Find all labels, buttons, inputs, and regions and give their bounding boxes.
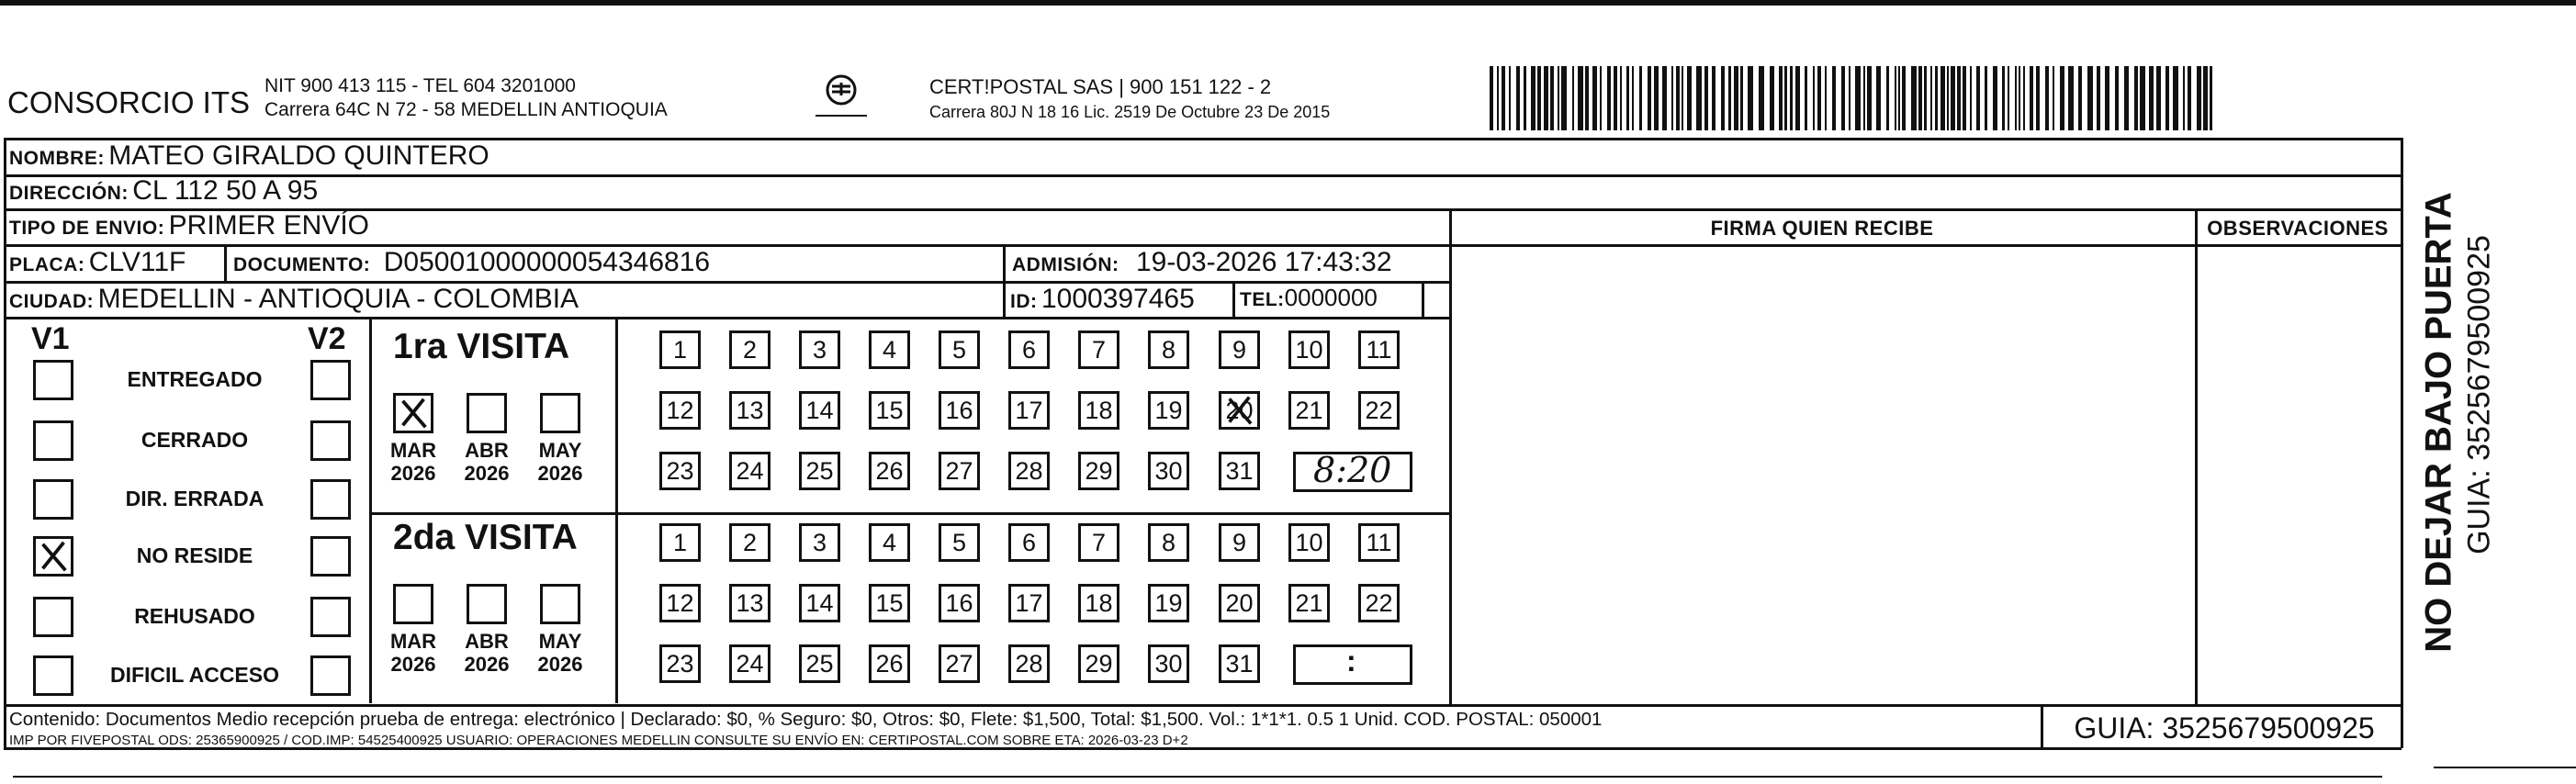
first-visit-day[interactable]: 22 <box>1358 391 1400 430</box>
barcode-bar <box>1632 66 1634 130</box>
barcode-bar <box>2078 66 2082 130</box>
barcode-bar <box>1779 66 1783 130</box>
guia-number: GUIA: 3525679500925 <box>2074 711 2375 745</box>
firma-label: FIRMA QUIEN RECIBE <box>1710 217 1934 240</box>
first-visit-day[interactable]: 9 <box>1219 330 1260 369</box>
first-visit-day[interactable]: 8 <box>1148 330 1189 369</box>
barcode-bar <box>1759 66 1764 130</box>
first-visit-day[interactable]: 4 <box>869 330 910 369</box>
second-visit-day[interactable]: 5 <box>939 523 980 562</box>
address-line: Carrera 64C N 72 - 58 MEDELLIN ANTIOQUIA <box>264 99 668 120</box>
barcode-bar <box>1740 66 1743 130</box>
v1-label: V1 <box>31 321 70 356</box>
barcode-bar <box>1849 66 1850 130</box>
second-visit-day[interactable]: 12 <box>659 584 701 622</box>
v2-checkbox[interactable] <box>310 360 351 400</box>
barcode-bar <box>1963 66 1966 130</box>
second-visit-day[interactable]: 29 <box>1078 644 1119 683</box>
nombre-value: MATEO GIRALDO QUINTERO <box>108 140 489 171</box>
barcode-bar <box>2149 66 2154 130</box>
first-visit-day[interactable]: 11 <box>1358 330 1400 369</box>
second-visit-day[interactable]: 4 <box>869 523 910 562</box>
second-visit-day[interactable]: 20 <box>1219 584 1260 622</box>
barcode-bar <box>1648 66 1651 130</box>
second-visit-day[interactable]: 28 <box>1008 644 1050 683</box>
barcode-bar <box>2023 66 2025 130</box>
barcode-bar <box>1721 66 1725 130</box>
barcode-bar <box>1867 66 1872 130</box>
barcode-bar <box>1550 66 1554 130</box>
certipostal-logo <box>808 70 874 127</box>
first-visit-day[interactable]: 20 <box>1219 391 1260 430</box>
second-visit-day[interactable]: 7 <box>1078 523 1119 562</box>
barcode-bar <box>1825 66 1827 130</box>
month-year: 2026 <box>537 653 583 676</box>
month-year: 2026 <box>464 462 510 485</box>
second-visit-day[interactable]: 26 <box>869 644 910 683</box>
first-visit-day[interactable]: 12 <box>659 391 701 430</box>
status-label: REHUSADO <box>134 604 255 628</box>
first-visit-day[interactable]: 28 <box>1008 452 1050 490</box>
month-label: ABR <box>465 439 509 462</box>
tipo-envio-label: TIPO DE ENVIO: <box>9 218 165 239</box>
barcode-bar <box>2188 66 2191 130</box>
direccion-value: CL 112 50 A 95 <box>132 175 319 206</box>
status-label: CERRADO <box>141 428 249 452</box>
side-rule <box>2434 767 2576 768</box>
scan-edge <box>0 0 2576 6</box>
documento-label: DOCUMENTO: <box>233 254 371 275</box>
barcode-bar <box>1572 66 1574 130</box>
barcode-bar <box>1734 66 1738 130</box>
barcode-bar <box>1671 66 1673 130</box>
barcode-bar <box>1895 66 1896 130</box>
barcode-bar <box>2008 66 2009 130</box>
barcode-bar <box>1607 66 1611 130</box>
barcode-bar <box>1687 66 1692 130</box>
barcode-bar <box>1600 66 1602 130</box>
observaciones-label: OBSERVACIONES <box>2207 217 2389 240</box>
direccion-label: DIRECCIÓN: <box>9 183 129 204</box>
month-checkbox[interactable] <box>393 393 433 433</box>
barcode-bar <box>2015 66 2017 130</box>
barcode-bar <box>1855 66 1861 130</box>
second-visit-day[interactable]: 6 <box>1008 523 1050 562</box>
v1-checkbox[interactable] <box>33 420 73 461</box>
second-visit-day[interactable]: 9 <box>1219 523 1260 562</box>
second-visit-day[interactable]: 2 <box>729 523 771 562</box>
first-visit-day[interactable]: 29 <box>1078 452 1119 490</box>
barcode-bar <box>1676 66 1680 130</box>
barcode-bar <box>1490 66 1493 130</box>
barcode-bar <box>1497 66 1499 130</box>
second-visit-day[interactable]: 23 <box>659 644 701 683</box>
first-visit-day[interactable]: 17 <box>1008 391 1050 430</box>
second-visit-title: 2da VISITA <box>393 518 578 557</box>
barcode-bar <box>1817 66 1821 130</box>
second-visit-day[interactable]: 14 <box>799 584 840 622</box>
second-visit-day[interactable]: 16 <box>939 584 980 622</box>
barcode-bar <box>2173 66 2178 130</box>
barcode-bar <box>2165 66 2169 130</box>
month-check-mark <box>396 396 431 431</box>
v2-checkbox[interactable] <box>310 420 351 461</box>
barcode-bar <box>1558 66 1559 130</box>
v2-checkbox[interactable] <box>310 536 351 577</box>
month-year: 2026 <box>390 653 436 676</box>
barcode-bar <box>2053 66 2054 130</box>
barcode-bar <box>1951 66 1955 130</box>
first-visit-day[interactable]: 5 <box>939 330 980 369</box>
second-visit-day[interactable]: 22 <box>1358 584 1400 622</box>
documento-value: D05001000000054346816 <box>383 247 711 277</box>
first-visit-day[interactable]: 7 <box>1078 330 1119 369</box>
barcode-bar <box>1924 66 1927 130</box>
first-visit-day[interactable]: 24 <box>729 452 771 490</box>
barcode-bar <box>2105 66 2109 130</box>
barcode-bar <box>1790 66 1793 130</box>
second-visit-day[interactable]: 1 <box>659 523 701 562</box>
barcode-bar <box>1626 66 1629 130</box>
print-info-line: IMP POR FIVEPOSTAL ODS: 25365900925 / COD.IMP: 54525400925 USUARIO: OPERACIONES MEDELLIN CONSULTE SU ENVÍO EN: CERTIPOSTAL.COM SOBRE ETA: 2026-03-23 D+2 <box>9 733 1188 748</box>
second-visit-day[interactable]: 15 <box>869 584 910 622</box>
second-visit-day[interactable]: 31 <box>1219 644 1260 683</box>
month-label: MAY <box>538 439 582 462</box>
barcode-bar <box>1993 66 1997 130</box>
barcode-bar <box>2019 66 2020 130</box>
barcode-bar <box>1639 66 1642 130</box>
nit-line: NIT 900 413 115 - TEL 604 3201000 <box>264 75 576 96</box>
barcode-bar <box>2036 66 2040 130</box>
barcode-bar <box>1784 66 1787 130</box>
first-visit-day[interactable]: 14 <box>799 391 840 430</box>
barcode-bar <box>2068 66 2074 130</box>
barcode-bar <box>2210 66 2212 130</box>
side-guia: GUIA: 3525679500925 <box>2461 235 2497 554</box>
barcode-bar <box>2140 66 2145 130</box>
second-visit-day[interactable]: 27 <box>939 644 980 683</box>
barcode-bar <box>1770 66 1774 130</box>
barcode-bar <box>1748 66 1753 130</box>
first-visit-day[interactable]: 16 <box>939 391 980 430</box>
second-visit-day[interactable]: 3 <box>799 523 840 562</box>
tel-label: TEL: <box>1240 289 1285 310</box>
first-visit-day[interactable]: 13 <box>729 391 771 430</box>
carrier-line: CERT!POSTAL SAS | 900 151 122 - 2 <box>929 75 1272 98</box>
month-year: 2026 <box>390 462 436 485</box>
first-visit-day[interactable]: 3 <box>799 330 840 369</box>
v2-label: V2 <box>308 321 346 356</box>
barcode-bar <box>1728 66 1731 130</box>
second-visit-day[interactable]: 10 <box>1288 523 1330 562</box>
barcode-bar <box>1898 66 1900 130</box>
month-checkbox[interactable] <box>467 584 507 624</box>
barcode-bar <box>1911 66 1917 130</box>
barcode-bar <box>1704 66 1708 130</box>
v1-checkbox[interactable] <box>33 479 73 520</box>
ciudad-value: MEDELLIN - ANTIOQUIA - COLOMBIA <box>97 284 579 314</box>
barcode-bar <box>1585 66 1589 130</box>
barcode-bar <box>1654 66 1659 130</box>
month-label: MAR <box>389 439 437 462</box>
second-visit-day[interactable]: 19 <box>1148 584 1189 622</box>
barcode-bar <box>2203 66 2208 130</box>
first-visit-day[interactable]: 30 <box>1148 452 1189 490</box>
nombre-label: NOMBRE: <box>9 148 105 169</box>
second-visit-day[interactable]: 11 <box>1358 523 1400 562</box>
barcode-bar <box>1985 66 1987 130</box>
barcode-bar <box>1863 66 1865 130</box>
barcode-bar <box>1947 66 1949 130</box>
month-label: ABR <box>465 630 509 653</box>
no-dejar-bajo-puerta: NO DEJAR BAJO PUERTA <box>2418 192 2459 653</box>
admision-label: ADMISIÓN: <box>1012 254 1119 275</box>
barcode-bar <box>1682 66 1683 130</box>
barcode-bar <box>1509 66 1511 130</box>
barcode-bar <box>1516 66 1520 130</box>
barcode-bar <box>2087 66 2093 130</box>
barcode-bar <box>2197 66 2201 130</box>
barcode-bar <box>2115 66 2119 130</box>
first-visit-day[interactable]: 2 <box>729 330 771 369</box>
barcode-bar <box>2030 66 2033 130</box>
first-visit-day[interactable]: 26 <box>869 452 910 490</box>
barcode <box>1490 66 2215 130</box>
barcode-bar <box>2134 66 2138 130</box>
barcode-bar <box>1918 66 1922 130</box>
v2-checkbox[interactable] <box>310 655 351 696</box>
month-checkbox[interactable] <box>467 393 507 433</box>
barcode-bar <box>1537 66 1541 130</box>
barcode-bar <box>1957 66 1961 130</box>
day-cross-mark <box>1221 394 1257 427</box>
v2-checkbox[interactable] <box>310 479 351 520</box>
v1-checkbox[interactable] <box>33 597 73 637</box>
month-checkbox[interactable] <box>393 584 433 624</box>
id-value: 1000397465 <box>1041 284 1195 314</box>
status-label: ENTREGADO <box>127 367 263 391</box>
first-visit-day[interactable]: 27 <box>939 452 980 490</box>
barcode-bar <box>1970 66 1972 130</box>
first-visit-title: 1ra VISITA <box>393 327 570 366</box>
barcode-bar <box>2060 66 2064 130</box>
barcode-bar <box>1696 66 1702 130</box>
first-visit-day[interactable]: 31 <box>1219 452 1260 490</box>
tipo-envio-value: PRIMER ENVÍO <box>168 210 370 241</box>
first-visit-day[interactable]: 23 <box>659 452 701 490</box>
barcode-bar <box>1544 66 1548 130</box>
barcode-bar <box>1592 66 1597 130</box>
v1-check-mark <box>36 539 71 574</box>
barcode-bar <box>2002 66 2005 130</box>
carrier-address: Carrera 80J N 18 16 Lic. 2519 De Octubre 23 De 2015 <box>929 103 1331 121</box>
month-label: MAY <box>538 630 582 653</box>
barcode-bar <box>1524 66 1526 130</box>
placa-label: PLACA: <box>9 254 85 275</box>
barcode-bar <box>1940 66 1945 130</box>
status-label: NO RESIDE <box>136 543 253 567</box>
second-visit-day[interactable]: 24 <box>729 644 771 683</box>
barcode-bar <box>2097 66 2100 130</box>
v1-checkbox[interactable] <box>33 360 73 400</box>
barcode-bar <box>1502 66 1505 130</box>
month-label: MAR <box>389 630 437 653</box>
barcode-bar <box>1578 66 1583 130</box>
company-name: CONSORCIO ITS <box>7 85 251 119</box>
content-line: Contenido: Documentos Medio recepción prueba de entrega: electrónico | Declarado: $0, % Seguro: $0, Otros: $0, Flete: $1,500, Total: $1,500. Vol.: 1*1*1. 0.5 1 Unid. COD. POSTAL: 050001 <box>9 709 1603 730</box>
month-checkbox[interactable] <box>540 393 580 433</box>
v1-checkbox[interactable] <box>33 536 73 577</box>
first-visit-day[interactable]: 25 <box>799 452 840 490</box>
status-label: DIFICIL ACCESO <box>109 663 279 687</box>
ciudad-label: CIUDAD: <box>9 291 95 312</box>
barcode-bar <box>1930 66 1932 130</box>
barcode-bar <box>1805 66 1807 130</box>
barcode-bar <box>1795 66 1800 130</box>
first-visit-day[interactable]: 1 <box>659 330 701 369</box>
barcode-bar <box>2124 66 2129 130</box>
month-year: 2026 <box>537 462 583 485</box>
second-visit-time: : <box>1346 644 1356 678</box>
placa-value: CLV11F <box>88 247 186 277</box>
admision-value: 19-03-2026 17:43:32 <box>1135 247 1392 277</box>
first-visit-day[interactable]: 21 <box>1288 391 1330 430</box>
first-visit-day[interactable]: 10 <box>1288 330 1330 369</box>
v2-checkbox[interactable] <box>310 597 351 637</box>
barcode-bar <box>1614 66 1617 130</box>
barcode-bar <box>1561 66 1567 130</box>
barcode-bar <box>1712 66 1715 130</box>
second-visit-day[interactable]: 13 <box>729 584 771 622</box>
barcode-bar <box>1841 66 1845 130</box>
first-visit-day[interactable]: 18 <box>1078 391 1119 430</box>
first-visit-day[interactable]: 19 <box>1148 391 1189 430</box>
barcode-bar <box>2183 66 2185 130</box>
v1-checkbox[interactable] <box>33 655 73 696</box>
month-year: 2026 <box>464 653 510 676</box>
barcode-bar <box>1886 66 1889 130</box>
tel-value: 0000000 <box>1284 284 1378 311</box>
barcode-bar <box>1832 66 1836 130</box>
second-visit-day[interactable]: 30 <box>1148 644 1189 683</box>
id-label: ID: <box>1010 291 1038 312</box>
barcode-bar <box>1813 66 1815 130</box>
barcode-bar <box>1935 66 1938 130</box>
barcode-bar <box>1976 66 1980 130</box>
barcode-bar <box>1620 66 1622 130</box>
status-label: DIR. ERRADA <box>125 487 264 510</box>
second-visit-day[interactable]: 25 <box>799 644 840 683</box>
barcode-bar <box>1876 66 1881 130</box>
first-visit-day[interactable]: 15 <box>869 391 910 430</box>
second-visit-day[interactable]: 17 <box>1008 584 1050 622</box>
month-checkbox[interactable] <box>540 584 580 624</box>
second-visit-day[interactable]: 8 <box>1148 523 1189 562</box>
barcode-bar <box>2156 66 2161 130</box>
barcode-bar <box>1662 66 1667 130</box>
second-visit-day[interactable]: 21 <box>1288 584 1330 622</box>
first-visit-time: 8:20 <box>1313 450 1392 490</box>
barcode-bar <box>1902 66 1906 130</box>
barcode-bar <box>2045 66 2049 130</box>
first-visit-day[interactable]: 6 <box>1008 330 1050 369</box>
second-visit-day[interactable]: 18 <box>1078 584 1119 622</box>
barcode-bar <box>1531 66 1535 130</box>
